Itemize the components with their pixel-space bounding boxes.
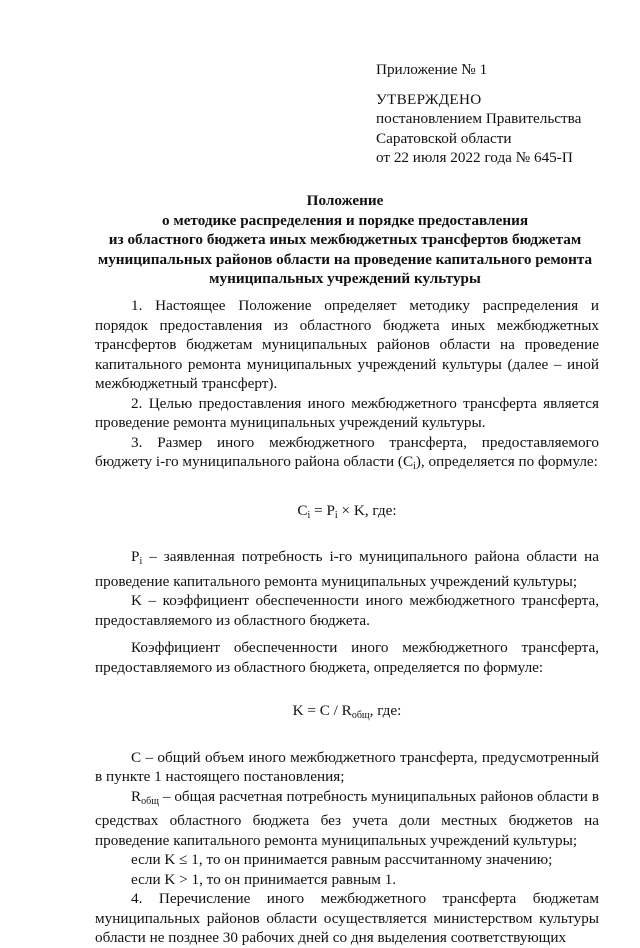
approval-block [376,60,626,168]
text-run: P [131,548,140,565]
subscript: i [307,509,311,521]
text-run: – общая расчетная потребность муниципальных районов области в средствах областного бюджета без учета доли местных бюджетов на проведение капитального ремонта муниципальных учреждений культуры; [95,787,599,849]
text-run: = P [310,501,335,519]
approved-label: УТВЕРЖДЕНО [376,90,482,108]
subscript: i [334,509,338,521]
subscript: общ [351,710,370,721]
subscript: i [139,556,143,567]
paragraph-2: 2. Целью предоставления иного межбюджетного трансферта является проведение ремонта муниципальных учреждений культуры. [95,394,599,431]
document-title [90,191,600,289]
paragraph-4 [95,547,599,591]
text-run: R [131,787,142,805]
paragraph-6: Коэффициент обеспеченности иного межбюджетного трансферта, предоставляемого из областного бюджета, определяется по формуле: [95,639,599,676]
paragraph-10: если K > 1, то он принимается равным 1. [131,870,397,888]
paragraph-8 [95,787,599,851]
paragraph-1: 1. Настоящее Положение определяет методику распределения и порядок предоставления из областного бюджета иных межбюджетных трансфертов бюджетам муниципальных районов области на проведение капитального ремонта муниципальных учреждений культуры (далее – иной межбюджетный трансферт). [95,297,599,392]
approval-line: постановлением Правительства [376,110,582,127]
text-run: × K, где: [337,501,397,519]
paragraph-9: если K ≤ 1, то он принимается равным рассчитанному значению; [131,851,553,868]
title-line: о методике распределения и порядке предоставления [161,211,529,229]
text-run: – заявленная потребность i-го муниципального района области на проведение капитального ремонта муниципальных учреждений культуры; [95,548,599,590]
document-body [95,296,599,948]
paragraph-5: K – коэффициент обеспеченности иного межбюджетного трансферта, предоставляемого из областного бюджета. [95,592,599,629]
paragraph-11: 4. Перечисление иного межбюджетного трансферта бюджетам муниципальных районов области осуществляется министерством культуры области не позднее 30 рабочих дней со дня выделения соответствующих [95,890,599,946]
annex-label: Приложение № 1 [376,61,488,78]
text-run: K = C / R [292,702,352,719]
text-run: , где: [369,702,402,719]
title-line: из областного бюджета иных межбюджетных трансфертов бюджетам [108,231,582,249]
title-line: муниципальных районов области на проведение капитального ремонта [97,250,593,268]
formula-2 [95,701,599,726]
text-run: ), определяется по формуле: [415,453,598,470]
subscript: i [413,461,416,472]
paragraph-3 [95,433,599,477]
title-line: Положение [306,192,384,209]
paragraph-7: C – общий объем иного межбюджетного трансферта, предусмотренный в пункте 1 настоящего постановления; [95,748,599,785]
approval-line: от 22 июля 2022 года № 645-П [376,149,573,166]
subscript: общ [141,795,159,807]
title-line: муниципальных учреждений культуры [209,270,481,288]
formula-1 [95,501,599,526]
text-run: C [297,501,308,519]
text-run: 3. Размер иного межбюджетного трансферта, предоставляемого бюджету i-го муниципального района области (C [95,433,599,470]
approval-line: Саратовской области [376,129,512,147]
